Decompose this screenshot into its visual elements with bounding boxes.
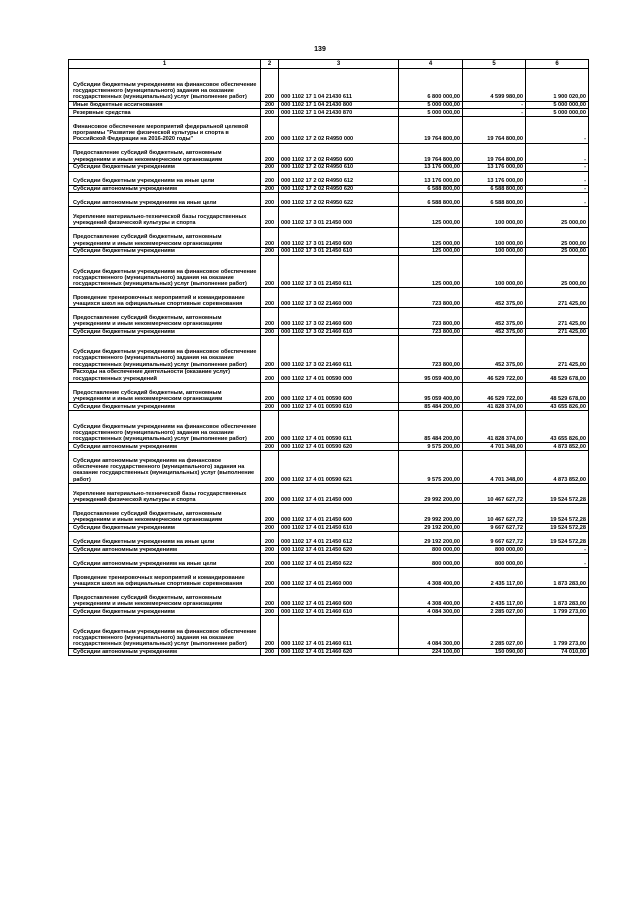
row-col6: 19 524 572,28 bbox=[526, 524, 589, 532]
table-row bbox=[69, 483, 589, 503]
row-col6: 25 000,00 bbox=[526, 227, 589, 247]
row-vr: 200 bbox=[261, 193, 279, 207]
row-vr: 200 bbox=[261, 109, 279, 117]
row-name: Предоставление субсидий бюджетным, автономным учреждениям и иным некоммерческим организациям bbox=[69, 308, 261, 328]
row-code: 000 1102 17 1 04 21430 611 bbox=[279, 69, 399, 102]
row-col5: 19 764 800,00 bbox=[463, 117, 526, 143]
row-name: Субсидии бюджетным учреждениям bbox=[69, 328, 261, 336]
table-row bbox=[69, 69, 589, 102]
row-col6: 43 655 826,00 bbox=[526, 410, 589, 443]
row-name: Субсидии автономным учреждениям bbox=[69, 546, 261, 554]
row-col5: 46 529 722,00 bbox=[463, 382, 526, 402]
row-vr: 200 bbox=[261, 368, 279, 382]
row-code: 000 1102 17 4 01 21450 610 bbox=[279, 524, 399, 532]
table-row bbox=[69, 207, 589, 227]
table-row bbox=[69, 109, 589, 117]
table-row bbox=[69, 247, 589, 255]
row-col4: 85 484 200,00 bbox=[399, 410, 463, 443]
table-row bbox=[69, 553, 589, 567]
row-name: Субсидии бюджетным учреждениям bbox=[69, 247, 261, 255]
row-code: 000 1102 17 4 01 00590 621 bbox=[279, 451, 399, 484]
row-col5: 10 467 627,72 bbox=[463, 504, 526, 524]
row-col4: 224 100,00 bbox=[399, 648, 463, 656]
row-col4: 29 192 200,00 bbox=[399, 524, 463, 532]
row-code: 000 1102 17 4 01 21460 610 bbox=[279, 608, 399, 616]
row-col6: 19 524 572,28 bbox=[526, 483, 589, 503]
row-col6: 1 799 273,00 bbox=[526, 608, 589, 616]
row-code: 000 1102 17 2 02 R4950 620 bbox=[279, 185, 399, 193]
row-name: Субсидии бюджетным учреждениям на финансовое обеспечение государственного (муниципального) задания на оказание государственных (муниципальных) услуг (выполнение работ) bbox=[69, 616, 261, 649]
table-row bbox=[69, 443, 589, 451]
row-col6: 1 900 020,00 bbox=[526, 69, 589, 102]
row-code: 000 1102 17 3 02 21460 610 bbox=[279, 328, 399, 336]
row-col5: 100 000,00 bbox=[463, 227, 526, 247]
row-col5: 452 375,00 bbox=[463, 328, 526, 336]
row-name: Субсидии бюджетным учреждениям bbox=[69, 163, 261, 171]
row-name: Предоставление субсидий бюджетным, автономным учреждениям и иным некоммерческим организациям bbox=[69, 504, 261, 524]
row-vr: 200 bbox=[261, 101, 279, 109]
row-col5: 150 090,00 bbox=[463, 648, 526, 656]
row-col5: - bbox=[463, 109, 526, 117]
row-col6: 19 524 572,28 bbox=[526, 532, 589, 546]
budget-table bbox=[68, 59, 589, 656]
row-code: 000 1102 17 3 01 21450 611 bbox=[279, 255, 399, 288]
row-col5: - bbox=[463, 101, 526, 109]
row-col6: 48 529 678,00 bbox=[526, 382, 589, 402]
row-col5: 452 375,00 bbox=[463, 288, 526, 308]
row-col6: 19 524 572,28 bbox=[526, 504, 589, 524]
row-name: Субсидии автономным учреждениям на финансовое обеспечение государственного (муниципального) задания на оказание государственных (муниципальных) услуг (выполнение работ) bbox=[69, 451, 261, 484]
column-header-5: 5 bbox=[463, 60, 526, 69]
row-col4: 5 000 000,00 bbox=[399, 101, 463, 109]
row-vr: 200 bbox=[261, 382, 279, 402]
row-vr: 200 bbox=[261, 328, 279, 336]
row-code: 000 1102 17 3 01 21450 600 bbox=[279, 227, 399, 247]
row-vr: 200 bbox=[261, 143, 279, 163]
row-col5: 13 176 000,00 bbox=[463, 171, 526, 185]
row-col5: 46 529 722,00 bbox=[463, 368, 526, 382]
column-header-2: 2 bbox=[261, 60, 279, 69]
column-header-6: 6 bbox=[526, 60, 589, 69]
row-col6: 4 873 852,00 bbox=[526, 443, 589, 451]
row-col4: 723 800,00 bbox=[399, 336, 463, 369]
table-row bbox=[69, 308, 589, 328]
row-name: Субсидии автономным учреждениям на иные цели bbox=[69, 193, 261, 207]
header-row bbox=[69, 60, 589, 69]
row-code: 000 1102 17 4 01 21450 000 bbox=[279, 483, 399, 503]
table-row bbox=[69, 567, 589, 587]
row-col6: 25 000,00 bbox=[526, 207, 589, 227]
row-name: Субсидии автономным учреждениям bbox=[69, 185, 261, 193]
row-col6: 271 425,00 bbox=[526, 308, 589, 328]
row-name: Расходы на обеспечение деятельности (оказание услуг) государственных учреждений bbox=[69, 368, 261, 382]
row-col4: 6 588 800,00 bbox=[399, 185, 463, 193]
row-col6: 1 873 283,00 bbox=[526, 567, 589, 587]
row-name: Укрепление материально-технической базы государственных учреждений физической культуры и спорта bbox=[69, 483, 261, 503]
row-col4: 125 000,00 bbox=[399, 247, 463, 255]
table-row bbox=[69, 532, 589, 546]
table-row bbox=[69, 524, 589, 532]
row-col5: 9 667 627,72 bbox=[463, 532, 526, 546]
row-col4: 5 000 000,00 bbox=[399, 109, 463, 117]
table-row bbox=[69, 451, 589, 484]
row-name: Субсидии автономным учреждениям на иные цели bbox=[69, 553, 261, 567]
row-col6: 271 425,00 bbox=[526, 336, 589, 369]
row-col5: 4 599 980,00 bbox=[463, 69, 526, 102]
row-name: Субсидии бюджетным учреждениям на финансовое обеспечение государственного (муниципального) задания на оказание государственных (муниципальных) услуг (выполнение работ) bbox=[69, 336, 261, 369]
column-header-4: 4 bbox=[399, 60, 463, 69]
row-code: 000 1102 17 4 01 00590 620 bbox=[279, 443, 399, 451]
row-col5: 4 701 348,00 bbox=[463, 443, 526, 451]
column-header-3: 3 bbox=[279, 60, 399, 69]
row-vr: 200 bbox=[261, 336, 279, 369]
row-col6: - bbox=[526, 553, 589, 567]
row-code: 000 1102 17 2 02 R4950 612 bbox=[279, 171, 399, 185]
row-col6: - bbox=[526, 185, 589, 193]
table-row bbox=[69, 368, 589, 382]
row-col4: 9 575 200,00 bbox=[399, 451, 463, 484]
row-vr: 200 bbox=[261, 163, 279, 171]
row-vr: 200 bbox=[261, 608, 279, 616]
row-col6: - bbox=[526, 193, 589, 207]
row-col6: - bbox=[526, 143, 589, 163]
row-col5: 6 588 800,00 bbox=[463, 185, 526, 193]
row-col6: 271 425,00 bbox=[526, 288, 589, 308]
row-code: 000 1102 17 4 01 21460 000 bbox=[279, 567, 399, 587]
row-col5: 100 000,00 bbox=[463, 247, 526, 255]
row-vr: 200 bbox=[261, 524, 279, 532]
row-col5: 452 375,00 bbox=[463, 308, 526, 328]
row-col6: 43 655 826,00 bbox=[526, 403, 589, 411]
row-code: 000 1102 17 4 01 00590 610 bbox=[279, 403, 399, 411]
row-col6: 48 529 678,00 bbox=[526, 368, 589, 382]
row-name: Предоставление субсидий бюджетным, автономным учреждениям и иным некоммерческим организациям bbox=[69, 382, 261, 402]
row-vr: 200 bbox=[261, 588, 279, 608]
table-row bbox=[69, 410, 589, 443]
row-col5: 10 467 627,72 bbox=[463, 483, 526, 503]
row-col5: 2 285 027,00 bbox=[463, 616, 526, 649]
row-code: 000 1102 17 4 01 21460 620 bbox=[279, 648, 399, 656]
table-row bbox=[69, 171, 589, 185]
table-row bbox=[69, 143, 589, 163]
row-code: 000 1102 17 3 02 21460 000 bbox=[279, 288, 399, 308]
row-col4: 29 992 200,00 bbox=[399, 504, 463, 524]
row-col6: - bbox=[526, 171, 589, 185]
row-name: Проведение тренировочных мероприятий и командирование учащихся школ на официальные спортивные соревнования bbox=[69, 288, 261, 308]
row-col4: 6 588 800,00 bbox=[399, 193, 463, 207]
row-col4: 125 000,00 bbox=[399, 227, 463, 247]
row-col6: 74 010,00 bbox=[526, 648, 589, 656]
table-row bbox=[69, 288, 589, 308]
row-col4: 13 176 000,00 bbox=[399, 171, 463, 185]
table-row bbox=[69, 328, 589, 336]
row-code: 000 1102 17 1 04 21430 800 bbox=[279, 101, 399, 109]
row-col6: 4 873 852,00 bbox=[526, 451, 589, 484]
row-vr: 200 bbox=[261, 451, 279, 484]
row-code: 000 1102 17 4 01 00590 611 bbox=[279, 410, 399, 443]
table-row bbox=[69, 163, 589, 171]
row-code: 000 1102 17 4 01 21450 600 bbox=[279, 504, 399, 524]
row-name: Субсидии бюджетным учреждениям bbox=[69, 403, 261, 411]
row-code: 000 1102 17 3 02 21460 600 bbox=[279, 308, 399, 328]
row-col5: 41 828 374,00 bbox=[463, 403, 526, 411]
row-col4: 19 764 800,00 bbox=[399, 117, 463, 143]
row-vr: 200 bbox=[261, 410, 279, 443]
row-code: 000 1102 17 2 02 R4950 000 bbox=[279, 117, 399, 143]
row-name: Резервные средства bbox=[69, 109, 261, 117]
table-row bbox=[69, 336, 589, 369]
row-col4: 29 192 200,00 bbox=[399, 532, 463, 546]
row-vr: 200 bbox=[261, 504, 279, 524]
row-name: Субсидии бюджетным учреждениям на финансовое обеспечение государственного (муниципального) задания на оказание государственных (муниципальных) услуг (выполнение работ) bbox=[69, 69, 261, 102]
row-col4: 9 575 200,00 bbox=[399, 443, 463, 451]
table-row bbox=[69, 255, 589, 288]
row-col6: 25 000,00 bbox=[526, 255, 589, 288]
row-name: Субсидии автономным учреждениям bbox=[69, 648, 261, 656]
table-row bbox=[69, 648, 589, 656]
column-header-1: 1 bbox=[69, 60, 261, 69]
row-col5: 6 588 800,00 bbox=[463, 193, 526, 207]
row-col4: 95 059 400,00 bbox=[399, 368, 463, 382]
row-name: Субсидии бюджетным учреждениям bbox=[69, 608, 261, 616]
row-code: 000 1102 17 4 01 21450 620 bbox=[279, 546, 399, 554]
row-col5: 2 285 027,00 bbox=[463, 608, 526, 616]
row-vr: 200 bbox=[261, 308, 279, 328]
row-code: 000 1102 17 4 01 21460 611 bbox=[279, 616, 399, 649]
table-row bbox=[69, 117, 589, 143]
row-vr: 200 bbox=[261, 616, 279, 649]
row-col5: 800 000,00 bbox=[463, 546, 526, 554]
row-col6: - bbox=[526, 117, 589, 143]
page-number: 139 bbox=[314, 46, 326, 53]
row-name: Субсидии бюджетным учреждениям bbox=[69, 524, 261, 532]
row-col5: 800 000,00 bbox=[463, 553, 526, 567]
row-col6: 5 000 000,00 bbox=[526, 109, 589, 117]
row-vr: 200 bbox=[261, 532, 279, 546]
row-col5: 4 701 348,00 bbox=[463, 451, 526, 484]
row-name: Предоставление субсидий бюджетным, автономным учреждениям и иным некоммерческим организациям bbox=[69, 588, 261, 608]
row-col6: - bbox=[526, 163, 589, 171]
row-vr: 200 bbox=[261, 443, 279, 451]
row-col4: 723 800,00 bbox=[399, 308, 463, 328]
row-code: 000 1102 17 2 02 R4950 622 bbox=[279, 193, 399, 207]
row-vr: 200 bbox=[261, 69, 279, 102]
row-code: 000 1102 17 3 01 21450 610 bbox=[279, 247, 399, 255]
row-name: Финансовое обеспечение мероприятий федеральной целевой программы "Развитие физической культуры и спорта в Российской Федерации на 2016-2020 годы" bbox=[69, 117, 261, 143]
row-col4: 85 484 200,00 bbox=[399, 403, 463, 411]
row-code: 000 1102 17 2 02 R4950 610 bbox=[279, 163, 399, 171]
row-vr: 200 bbox=[261, 185, 279, 193]
row-code: 000 1102 17 4 01 21450 622 bbox=[279, 553, 399, 567]
row-col5: 2 435 117,00 bbox=[463, 588, 526, 608]
row-code: 000 1102 17 4 01 00590 000 bbox=[279, 368, 399, 382]
row-col5: 41 828 374,00 bbox=[463, 410, 526, 443]
row-code: 000 1102 17 4 01 21450 612 bbox=[279, 532, 399, 546]
row-code: 000 1102 17 4 01 21460 600 bbox=[279, 588, 399, 608]
row-col5: 100 000,00 bbox=[463, 255, 526, 288]
row-vr: 200 bbox=[261, 227, 279, 247]
table-row bbox=[69, 101, 589, 109]
table-row bbox=[69, 608, 589, 616]
row-name: Субсидии бюджетным учреждениям на иные цели bbox=[69, 532, 261, 546]
row-col4: 4 308 400,00 bbox=[399, 588, 463, 608]
row-vr: 200 bbox=[261, 567, 279, 587]
row-name: Субсидии автономным учреждениям bbox=[69, 443, 261, 451]
row-vr: 200 bbox=[261, 483, 279, 503]
row-col5: 100 000,00 bbox=[463, 207, 526, 227]
row-col4: 723 800,00 bbox=[399, 288, 463, 308]
row-vr: 200 bbox=[261, 247, 279, 255]
row-name: Субсидии бюджетным учреждениям на иные цели bbox=[69, 171, 261, 185]
row-vr: 200 bbox=[261, 553, 279, 567]
row-col4: 800 000,00 bbox=[399, 553, 463, 567]
row-col4: 4 308 400,00 bbox=[399, 567, 463, 587]
row-code: 000 1102 17 3 02 21460 611 bbox=[279, 336, 399, 369]
row-col4: 723 800,00 bbox=[399, 328, 463, 336]
row-col6: 271 425,00 bbox=[526, 328, 589, 336]
row-name: Иные бюджетные ассигнования bbox=[69, 101, 261, 109]
row-col4: 125 000,00 bbox=[399, 207, 463, 227]
row-col6: - bbox=[526, 546, 589, 554]
row-vr: 200 bbox=[261, 648, 279, 656]
row-col4: 6 800 000,00 bbox=[399, 69, 463, 102]
row-col4: 19 764 800,00 bbox=[399, 143, 463, 163]
row-col4: 95 059 400,00 bbox=[399, 382, 463, 402]
row-code: 000 1102 17 4 01 00590 600 bbox=[279, 382, 399, 402]
row-col4: 4 084 300,00 bbox=[399, 616, 463, 649]
row-code: 000 1102 17 1 04 21430 870 bbox=[279, 109, 399, 117]
table-row bbox=[69, 504, 589, 524]
table-row bbox=[69, 616, 589, 649]
table-body bbox=[69, 69, 589, 656]
row-name: Субсидии бюджетным учреждениям на финансовое обеспечение государственного (муниципального) задания на оказание государственных (муниципальных) услуг (выполнение работ) bbox=[69, 255, 261, 288]
row-vr: 200 bbox=[261, 171, 279, 185]
row-name: Укрепление материально-технической базы государственных учреждений физической культуры и спорта bbox=[69, 207, 261, 227]
row-name: Предоставление субсидий бюджетным, автономным учреждениям и иным некоммерческим организациям bbox=[69, 143, 261, 163]
row-vr: 200 bbox=[261, 117, 279, 143]
row-col5: 452 375,00 bbox=[463, 336, 526, 369]
row-col4: 29 992 200,00 bbox=[399, 483, 463, 503]
row-code: 000 1102 17 3 01 21450 000 bbox=[279, 207, 399, 227]
row-col6: 1 799 273,00 bbox=[526, 616, 589, 649]
row-col4: 13 176 000,00 bbox=[399, 163, 463, 171]
table-row bbox=[69, 546, 589, 554]
table-row bbox=[69, 588, 589, 608]
table-row bbox=[69, 403, 589, 411]
row-col6: 5 000 000,00 bbox=[526, 101, 589, 109]
row-name: Предоставление субсидий бюджетным, автономным учреждениям и иным некоммерческим организациям bbox=[69, 227, 261, 247]
row-code: 000 1102 17 2 02 R4950 600 bbox=[279, 143, 399, 163]
row-col6: 25 000,00 bbox=[526, 247, 589, 255]
row-col5: 9 667 627,72 bbox=[463, 524, 526, 532]
table-row bbox=[69, 193, 589, 207]
row-vr: 200 bbox=[261, 207, 279, 227]
table-row bbox=[69, 382, 589, 402]
row-col4: 800 000,00 bbox=[399, 546, 463, 554]
row-col5: 2 435 117,00 bbox=[463, 567, 526, 587]
row-name: Субсидии бюджетным учреждениям на финансовое обеспечение государственного (муниципального) задания на оказание государственных (муниципальных) услуг (выполнение работ) bbox=[69, 410, 261, 443]
row-col4: 125 000,00 bbox=[399, 255, 463, 288]
row-col6: 1 873 283,00 bbox=[526, 588, 589, 608]
row-vr: 200 bbox=[261, 255, 279, 288]
row-col4: 4 084 300,00 bbox=[399, 608, 463, 616]
table-row bbox=[69, 227, 589, 247]
row-col5: 13 176 000,00 bbox=[463, 163, 526, 171]
table-row bbox=[69, 185, 589, 193]
row-name: Проведение тренировочных мероприятий и командирование учащихся школ на официальные спортивные соревнования bbox=[69, 567, 261, 587]
row-vr: 200 bbox=[261, 403, 279, 411]
row-col5: 19 764 800,00 bbox=[463, 143, 526, 163]
row-vr: 200 bbox=[261, 288, 279, 308]
row-vr: 200 bbox=[261, 546, 279, 554]
